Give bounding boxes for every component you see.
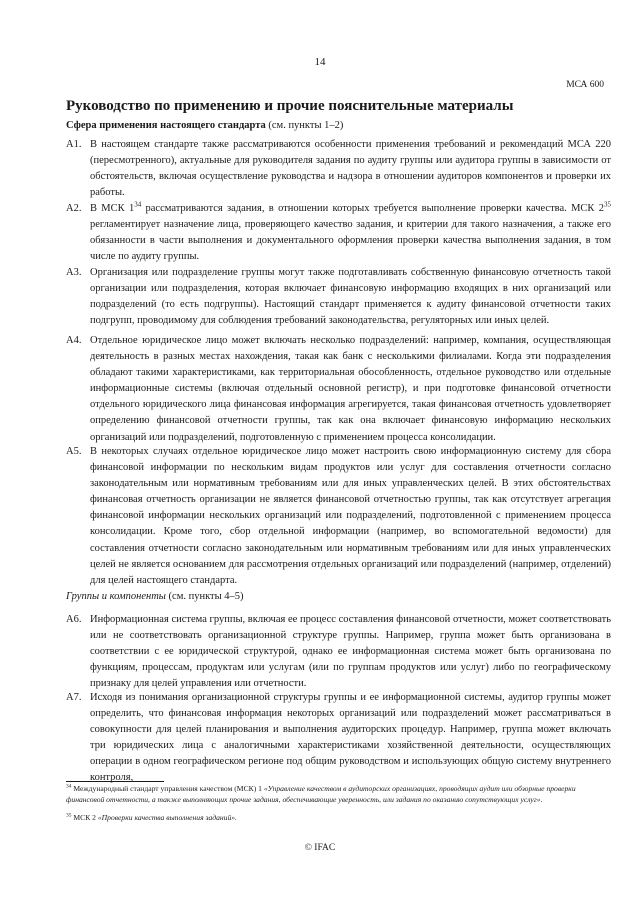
page-title: Руководство по применению и прочие пояснительные материалы [66,98,514,114]
paragraph-a6 [66,612,611,692]
paragraph-text: Отдельное юридическое лицо может включать несколько подразделений: например, компания, осуществляющая деятельность в разных местах нахождения, такая как банк с несколькими филиалами. Когда эти подразделения обладают такими характеристиками, как территориальная обособленность, отдельное руководство или отдельные информационные системы (включая отдельный основной регистр), и при подготовке финансовой отчетности отдельного юридического лица финансовая информация агрегируется, такая финансовая отчетность удовлетворяет определению финансовой отчетности группы, так как она включает финансовую информацию нескольких организаций или подразделений, подготовленную с применением процесса консолидации. [90,335,611,443]
document-id: МСА 600 [566,80,604,90]
paragraph-number: A6. [66,614,82,625]
paragraph-a3 [66,265,611,329]
paragraph-a1 [66,137,611,201]
text-run: рассматриваются задания, в отношении которых требуется выполнение проверки качества. МСК 2 [141,203,604,214]
page-number: 14 [314,56,326,68]
section-heading-ref: (см. пункты 1–2) [268,120,344,131]
paragraph-number: A7. [66,692,82,703]
footnote-34 [66,784,606,805]
footnote-text: МСК 2 [71,813,98,822]
paragraph-text: Исходя из понимания организационной структуры группы и ее информационной системы, аудитор группы может определить, что финансовая информация некоторых организаций или подразделений может рассматриваться в совокупности для целей планирования и выполнения аудиторских процедур. Например, группа может включать три юридических лица с аналогичными характеристиками хозяйственной деятельности, осуществляющих операции в одном географическом регионе под общим руководством и использующих общую систему внутреннего контроля, [90,692,611,784]
footnote-divider [66,781,164,782]
section-heading-groups [66,591,606,602]
paragraph-number: A5. [66,446,82,457]
footnote-marker: 35 [66,812,72,819]
footnote-35 [66,813,606,824]
section-heading-ref: (см. пункты 4–5) [168,591,244,602]
copyright-footer: © IFAC [304,843,336,853]
section-heading-text: Сфера применения настоящего стандарта [66,120,266,131]
footnote-text: Международный стандарт управления качеством (МСК) 1 [71,784,264,793]
paragraph-number: A1. [66,139,82,150]
text-run: регламентирует назначение лица, проверяющего качество задания, и критерии для такого назначения, а также его обязанности в части выполнения и документального оформления проверки качества выполнения задания, в том числе по аудиту группы. [90,219,611,263]
paragraph-text: Информационная система группы, включая ее процесс составления финансовой отчетности, может соответствовать или не соответствовать организационной структуре группы. Например, группа может быть организована в соответствии с ее юридической структурой, однако ее информационная система может быть организована по функциям, процессам, продуктам или услугам (или по группам продуктов или услуг) либо по географическому признаку для целей управления или отчетности. [90,614,611,690]
paragraph-text [90,201,611,265]
footnote-marker: 34 [66,783,72,790]
paragraph-text: Организация или подразделение группы могут также подготавливать собственную финансовую отчетность такой организации или подразделения, которая включает финансовую информацию входящих в них организаций или подразделений (то есть подгруппы). Настоящий стандарт применяется к аудиту финансовой отчетности таких подгрупп, проводимому для соблюдения требований законодательства, регуляторных или иных целей. [90,267,611,327]
section-heading-scope [66,120,606,131]
paragraph-a5 [66,444,611,589]
footnote-ref-34[interactable]: 34 [134,200,142,209]
text-run: В МСК 1 [90,203,135,214]
paragraph-text: В настоящем стандарте также рассматриваются особенности применения требований и рекомендаций МСА 220 (пересмотренного), актуальные для руководителя задания по аудиту группы или аудитора группы в зависимости от обстоятельств, включая осуществление руководства и надзора в отношении аудиторов компонентов и проверки их работы. [90,139,611,199]
paragraph-number: A4. [66,335,82,346]
footnote-title: «Управление качеством в аудиторских организациях, проводящих аудит или обзорные проверки финансовой отчетности, а также выполняющих прочие задания, обеспечивающие уверенность, или задания по оказанию сопутствующих услуг». [66,784,576,804]
paragraph-a2 [66,201,611,265]
footnote-ref-35[interactable]: 35 [604,200,611,209]
paragraph-number: A3. [66,267,82,278]
section-heading-text: Группы и компоненты [66,591,166,602]
paragraph-a4 [66,333,611,446]
paragraph-number: A2. [66,203,82,214]
paragraph-text: В некоторых случаях отдельное юридическое лицо может настроить свою информационную систему для сбора финансовой информации по нескольким видам продуктов или услуг для составления отчетности согласно законодательным или нормативным требованиям или для иных управленческих целей. В этих обстоятельствах финансовая отчетность организации не является финансовой отчетностью группы, так как отсутствует агрегация финансовой информации нескольких организаций или подразделений, подготовленной с применением процесса консолидации. Кроме того, сбор отдельной информации (например, во вспомогательной ведомости) для составления отчетности согласно законодательным или нормативным требованиям или для иных управленческих целей не является основанием для рассмотрения отдельных организаций или подразделений (например, отделений) для целей настоящего стандарта. [90,446,611,586]
footnote-title: «Проверки качества выполнения заданий». [97,813,237,822]
